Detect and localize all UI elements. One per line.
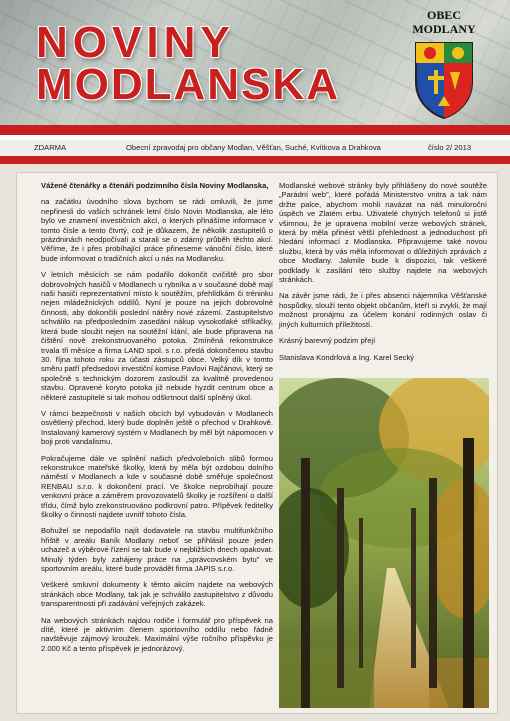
article-paragraph: V rámci bezpečnosti v našich obcích byl vybudován v Modlanech osvětlený přechod, který bude doplněn ještě o přechod v Drahkově. Instalovaný kamerový systém v Modlanech by měl být nápomocen v boji proti vandalismu. [41, 408, 273, 447]
municipality-logo [408, 8, 480, 120]
article-salutation: Vážené čtenářky a čtenáři podzimního čísla Noviny Modlanska, [41, 181, 269, 190]
article-column-left [41, 181, 273, 660]
coat-of-arms-icon [413, 40, 475, 120]
article-signature: Stanislava Kondrlová a Ing. Karel Secký [279, 352, 415, 362]
logo-text-line1: OBEC [426, 8, 461, 22]
article-paragraph: Pokračujeme dále ve splnění našich předvolebních slibů formou rekonstrukce mateřské školky, která by měla být ozdobou dolního náměstí v Modlanech a kde v současné době směřuje společnost RENBAU s.r.o. k dokončení prací. Ve školce neprobíhají pouze venkovní práce a záměrem provozovatelů školky je rozšíření o další třídu, čímž bylo zrekonstruováno podkrovní patro. Přípěvek ředitelky školky o činnosti najdete uvnitř tohoto čísla. [41, 453, 273, 519]
article-column-right [279, 181, 487, 369]
strip-red-band [0, 156, 510, 164]
logo-text-line2: MODLANY [412, 22, 476, 36]
article-paragraph: na začátku úvodního slova bychom se rádi omluvili, že jsme nepřinesli do vašich schránek letní číslo Novin Modlanska, ale léto bylo ve znamení investičních akcí, o kterých přinášíme informace v tomto čísle a tento čtvrtý, což je důkazem, že několik zastupitelů o prázdninách neodpočívali a starali se o zdárný průběh těchto akcí. Věříme, že i přes probíhající práce přineseme vánoční číslo, které bude informovat o tradičních akcí u nás na Modlansku. [41, 197, 273, 263]
closing-wish: Krásný barevný podzim přejí [279, 336, 376, 346]
article-paragraph: Na webových stránkách najdou rodiče i formulář pro příspěvek na dítě, které je aktivním členem sportovního oddílu nebo řádně navštěvuje zájmový kroužek. Maximální výše ročního příspěvku je 2.000 Kč a tento příspěvek je jednorázový. [41, 615, 273, 653]
article-paragraph: Modlanské webové stránky byly přihlášeny do nové soutěže „Parádní web", které pořádá Ministerstvo vnitra a tak nám držte palce, abychom mohli navázat na náš minuloroční úspěch ve Zlatém erbu. Uživatelé chytrých telefonů si jistě všimnou, že je upravena mobilní verze webových stránek, která by měla přinést větší přehlednost a jednoduchost při hledání informací z Modlanska. Připravujeme také novou službu, která by vás měla informovat o důležitých zprávách z obce Modlany. Jakmile bude k dispozici, tak veškeré podklady k zasílání této služby najdete na webových stránkách. [279, 181, 487, 285]
content-panel [16, 172, 498, 714]
info-strip [0, 140, 510, 156]
article-paragraph: Na závěr jsme rádi, že i přes absenci nájemníka Věšťanské hospůdky, slouží tento objekt občanům, kteří si zvykli, že mají možnost pronájmu za účelem konání rodinných oslav či jiných kulturních příležitostí. [279, 291, 487, 329]
header-red-band [0, 125, 510, 135]
article-paragraph: Bohužel se nepodařilo najít dodavatele na stavbu multifunkčního hřiště v areálu Baník Modlany neboť se přihlásil pouze jeden uchazeč a výběrové řízení se tak bude v nejbližších dnech opakovat. Minulý týden byly zahájeny práce na „správcovském bytu" ve sportovním areálu, které bude provádět firma JAPIS s.r.o. [41, 526, 273, 574]
article-paragraph: Veškeré smluvní dokumenty k těmto akcím najdete na webových stránkách obce Modlany, tak jak je schválilo zastupitelstvo z důvodu transparentnosti při zadávání veřejných zakázek. [41, 580, 273, 609]
newsletter-subtitle: Obecní zpravodaj pro občany Modlan, Věšťan, Suché, Kvítkova a Drahkova [126, 143, 381, 152]
article-paragraph: V letních měsících se nám podařilo dokončit cvičiště pro sbor dobrovolných hasičů v Modlanech u rybníka a v současné době mají naši hasiči reprezentativní místo k soutěžím, přehlídkám či tréninku nejen mládežnických oddílů. Nyní je pouze na jejich dobrovolné činnosti, aby dokončili poslední nátěry nové zázemí. Zastupitelstvo schválilo na předposledním zasedání nákup vysokotlaké stříkačky, která bude sloužit nejen na soutěžní klání, ale bude připravena na čištění nově zrekonstruovaného potoka. Zmíněná rekonstrukce trvala tři měsíce a firma LAND spol. s r.o. předá dokončenou stavbu 30. října tohoto roku za účasti zástupců obce. Velký dík v tomto směru patří předsedovi investiční komise Pavlovi Rajčánovi, který se společně s technickým dozorem zasloužil za kvalitně provedenou stavbu. Opravené koryto potoka již nebude hyzdit centrum obce a některé zastupitelé si tak mohou odškrtnout další splněný úkol. [41, 270, 273, 402]
masthead-title-line1: NOVINY [36, 18, 235, 67]
masthead-title-line2: MODLANSKA [36, 60, 340, 109]
masthead [0, 0, 510, 128]
autumn-tree-alley-photo [279, 378, 489, 708]
issue-number: číslo 2/ 2013 [428, 143, 472, 152]
price-label: ZDARMA [34, 143, 67, 152]
